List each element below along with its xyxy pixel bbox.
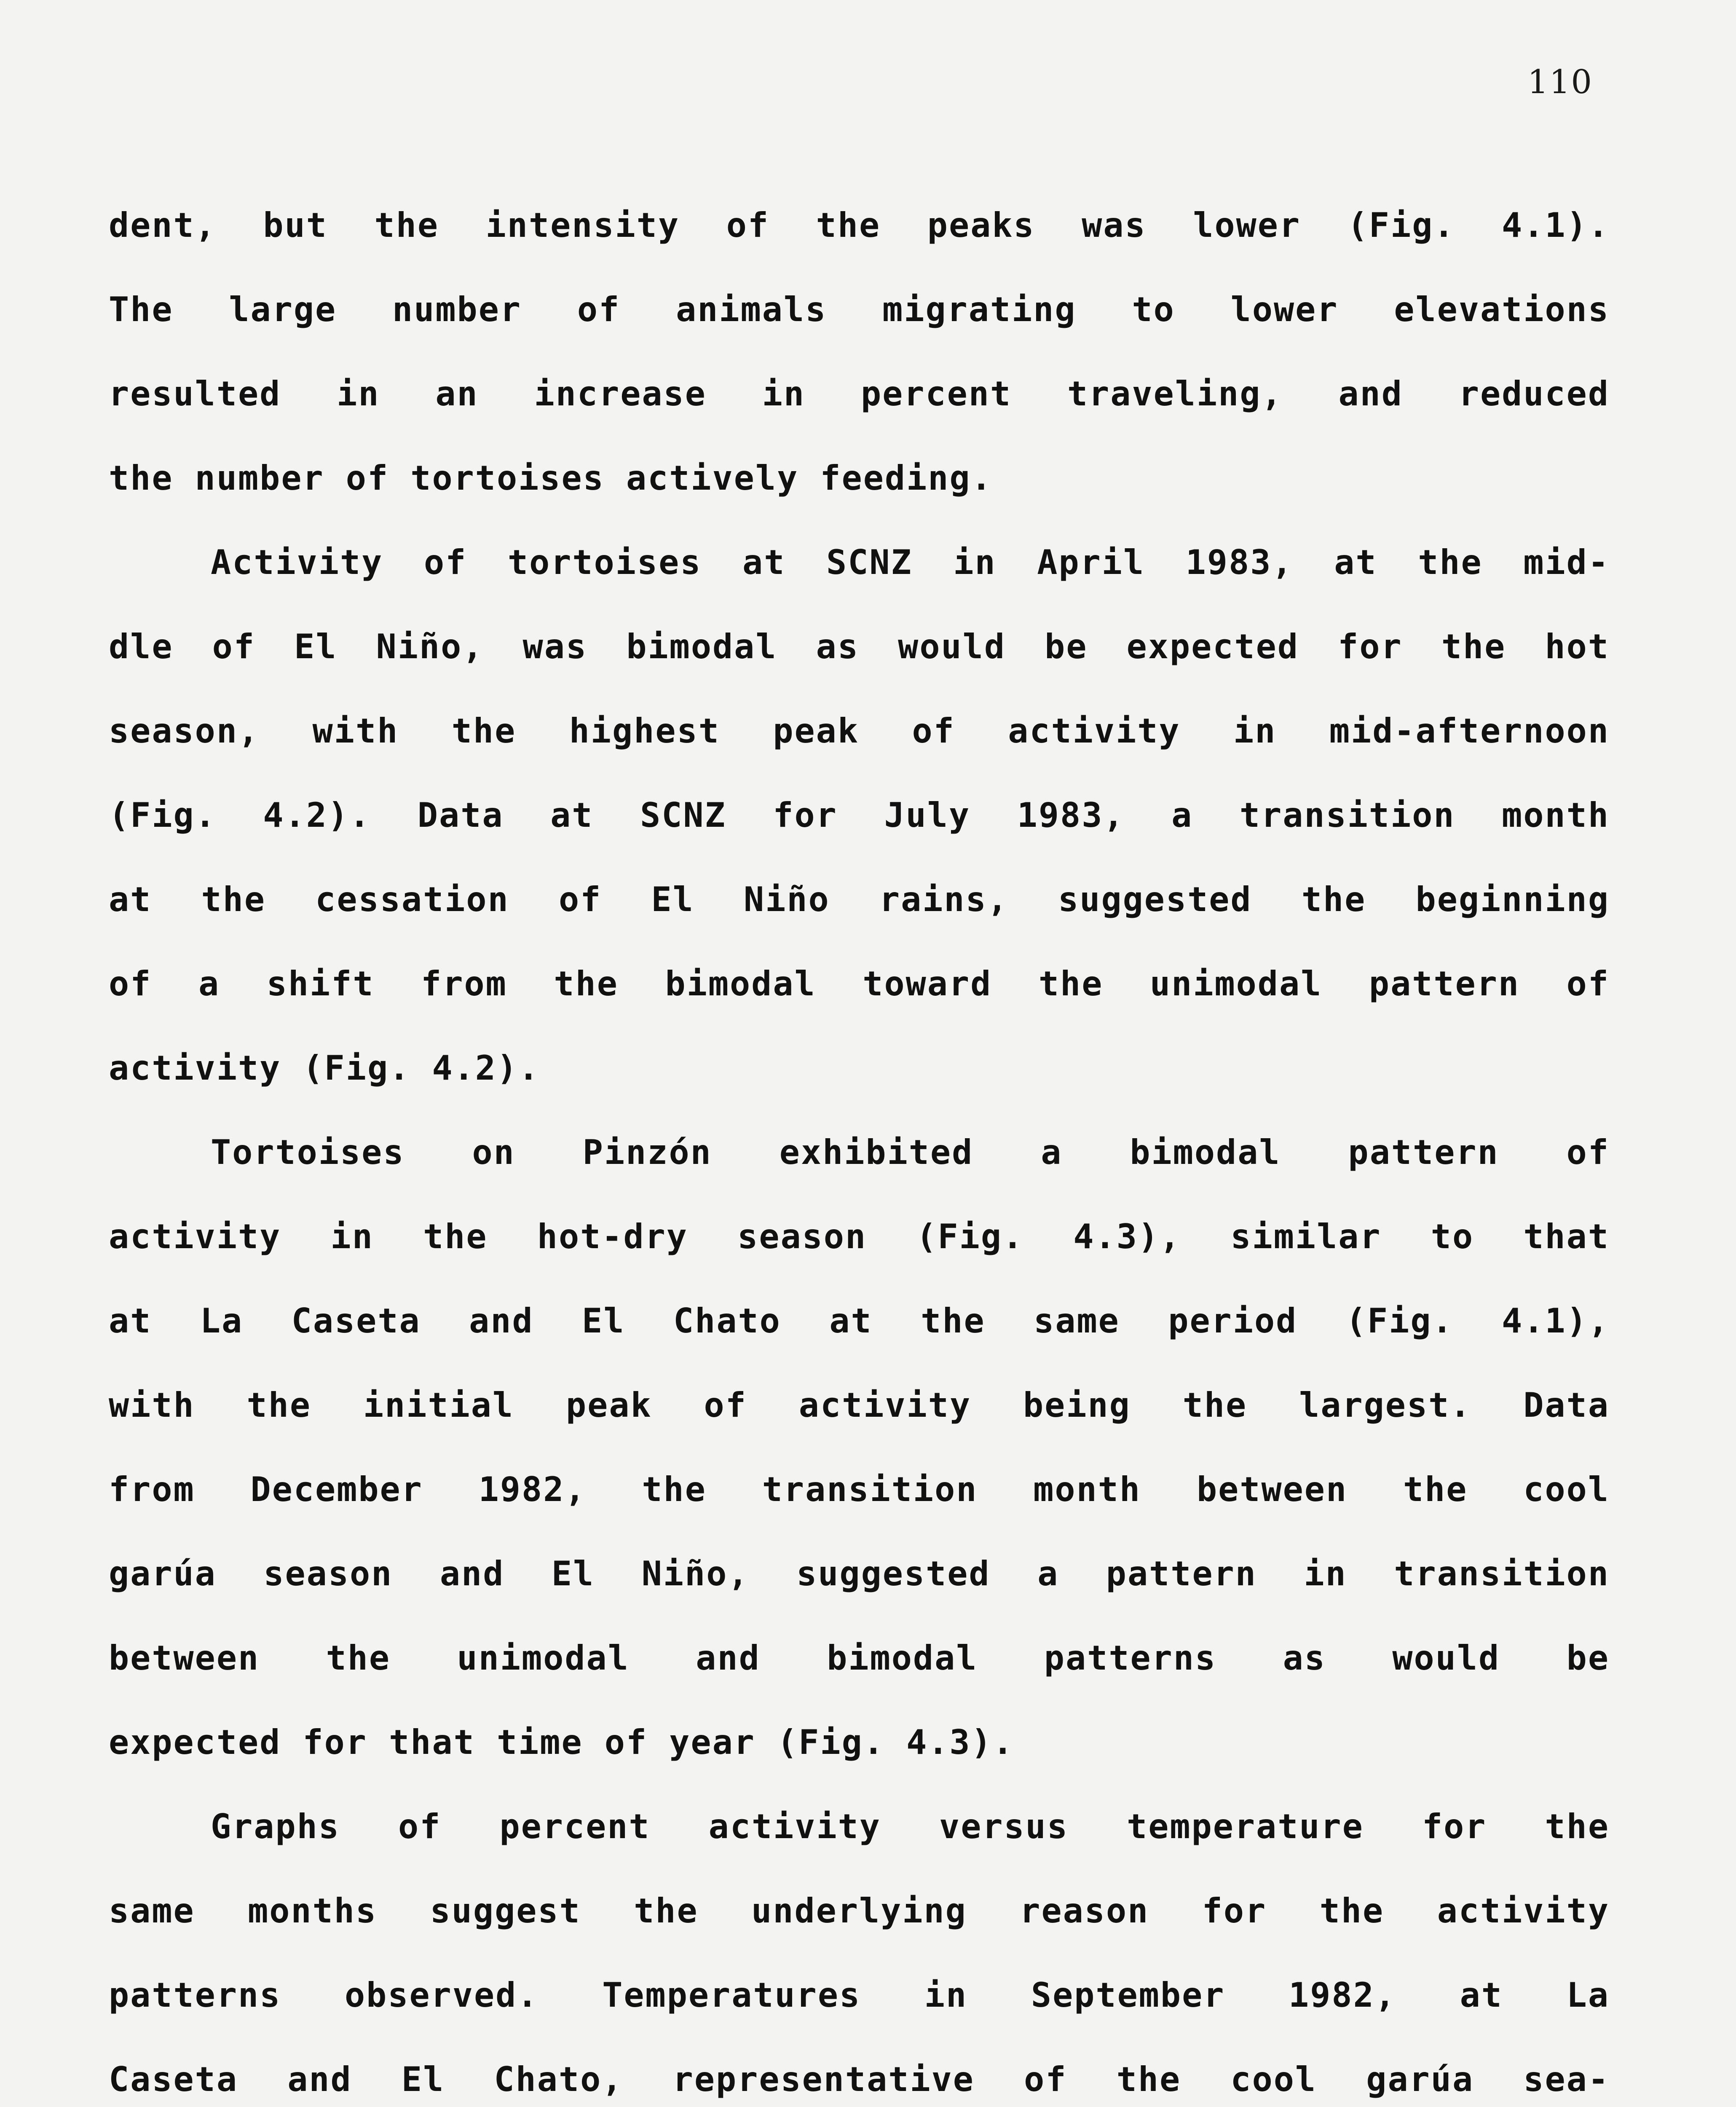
text-line: Activity of tortoises at SCNZ in April 1983, at the mid- xyxy=(211,543,1610,582)
text-line: from December 1982, the transition month between the cool xyxy=(109,1470,1610,1509)
text-line: the number of tortoises actively feeding. xyxy=(109,458,993,498)
text-line: dent, but the intensity of the peaks was lower (Fig. 4.1). xyxy=(109,206,1610,245)
text-line: same months suggest the underlying reason for the activity xyxy=(109,1891,1610,1930)
page-number: 110 xyxy=(1527,63,1593,101)
text-line: resulted in an increase in percent traveling, and reduced xyxy=(109,374,1610,413)
text-line: The large number of animals migrating to lower elevations xyxy=(109,290,1610,329)
text-line: Caseta and El Chato, representative of the cool garúa sea- xyxy=(109,2060,1610,2099)
text-line: activity in the hot-dry season (Fig. 4.3), similar to that xyxy=(109,1217,1610,1256)
text-line: garúa season and El Niño, suggested a pattern in transition xyxy=(109,1554,1610,1593)
text-line: season, with the highest peak of activity in mid-afternoon xyxy=(109,711,1610,751)
text-line: of a shift from the bimodal toward the unimodal pattern of xyxy=(109,964,1610,1003)
text-line: expected for that time of year (Fig. 4.3). xyxy=(109,1723,1014,1762)
text-line: dle of El Niño, was bimodal as would be expected for the hot xyxy=(109,627,1610,666)
text-line: (Fig. 4.2). Data at SCNZ for July 1983, a transition month xyxy=(109,796,1610,835)
text-line: activity (Fig. 4.2). xyxy=(109,1048,540,1088)
text-line: with the initial peak of activity being the largest. Data xyxy=(109,1386,1610,1425)
text-line: Tortoises on Pinzón exhibited a bimodal pattern of xyxy=(211,1133,1610,1172)
text-line: Graphs of percent activity versus temperature for the xyxy=(211,1807,1610,1846)
text-line: patterns observed. Temperatures in September 1982, at La xyxy=(109,1976,1610,2015)
text-line: at La Caseta and El Chato at the same period (Fig. 4.1), xyxy=(109,1301,1610,1340)
text-line: between the unimodal and bimodal patterns as would be xyxy=(109,1638,1610,1678)
text-line: at the cessation of El Niño rains, suggested the beginning xyxy=(109,880,1610,919)
